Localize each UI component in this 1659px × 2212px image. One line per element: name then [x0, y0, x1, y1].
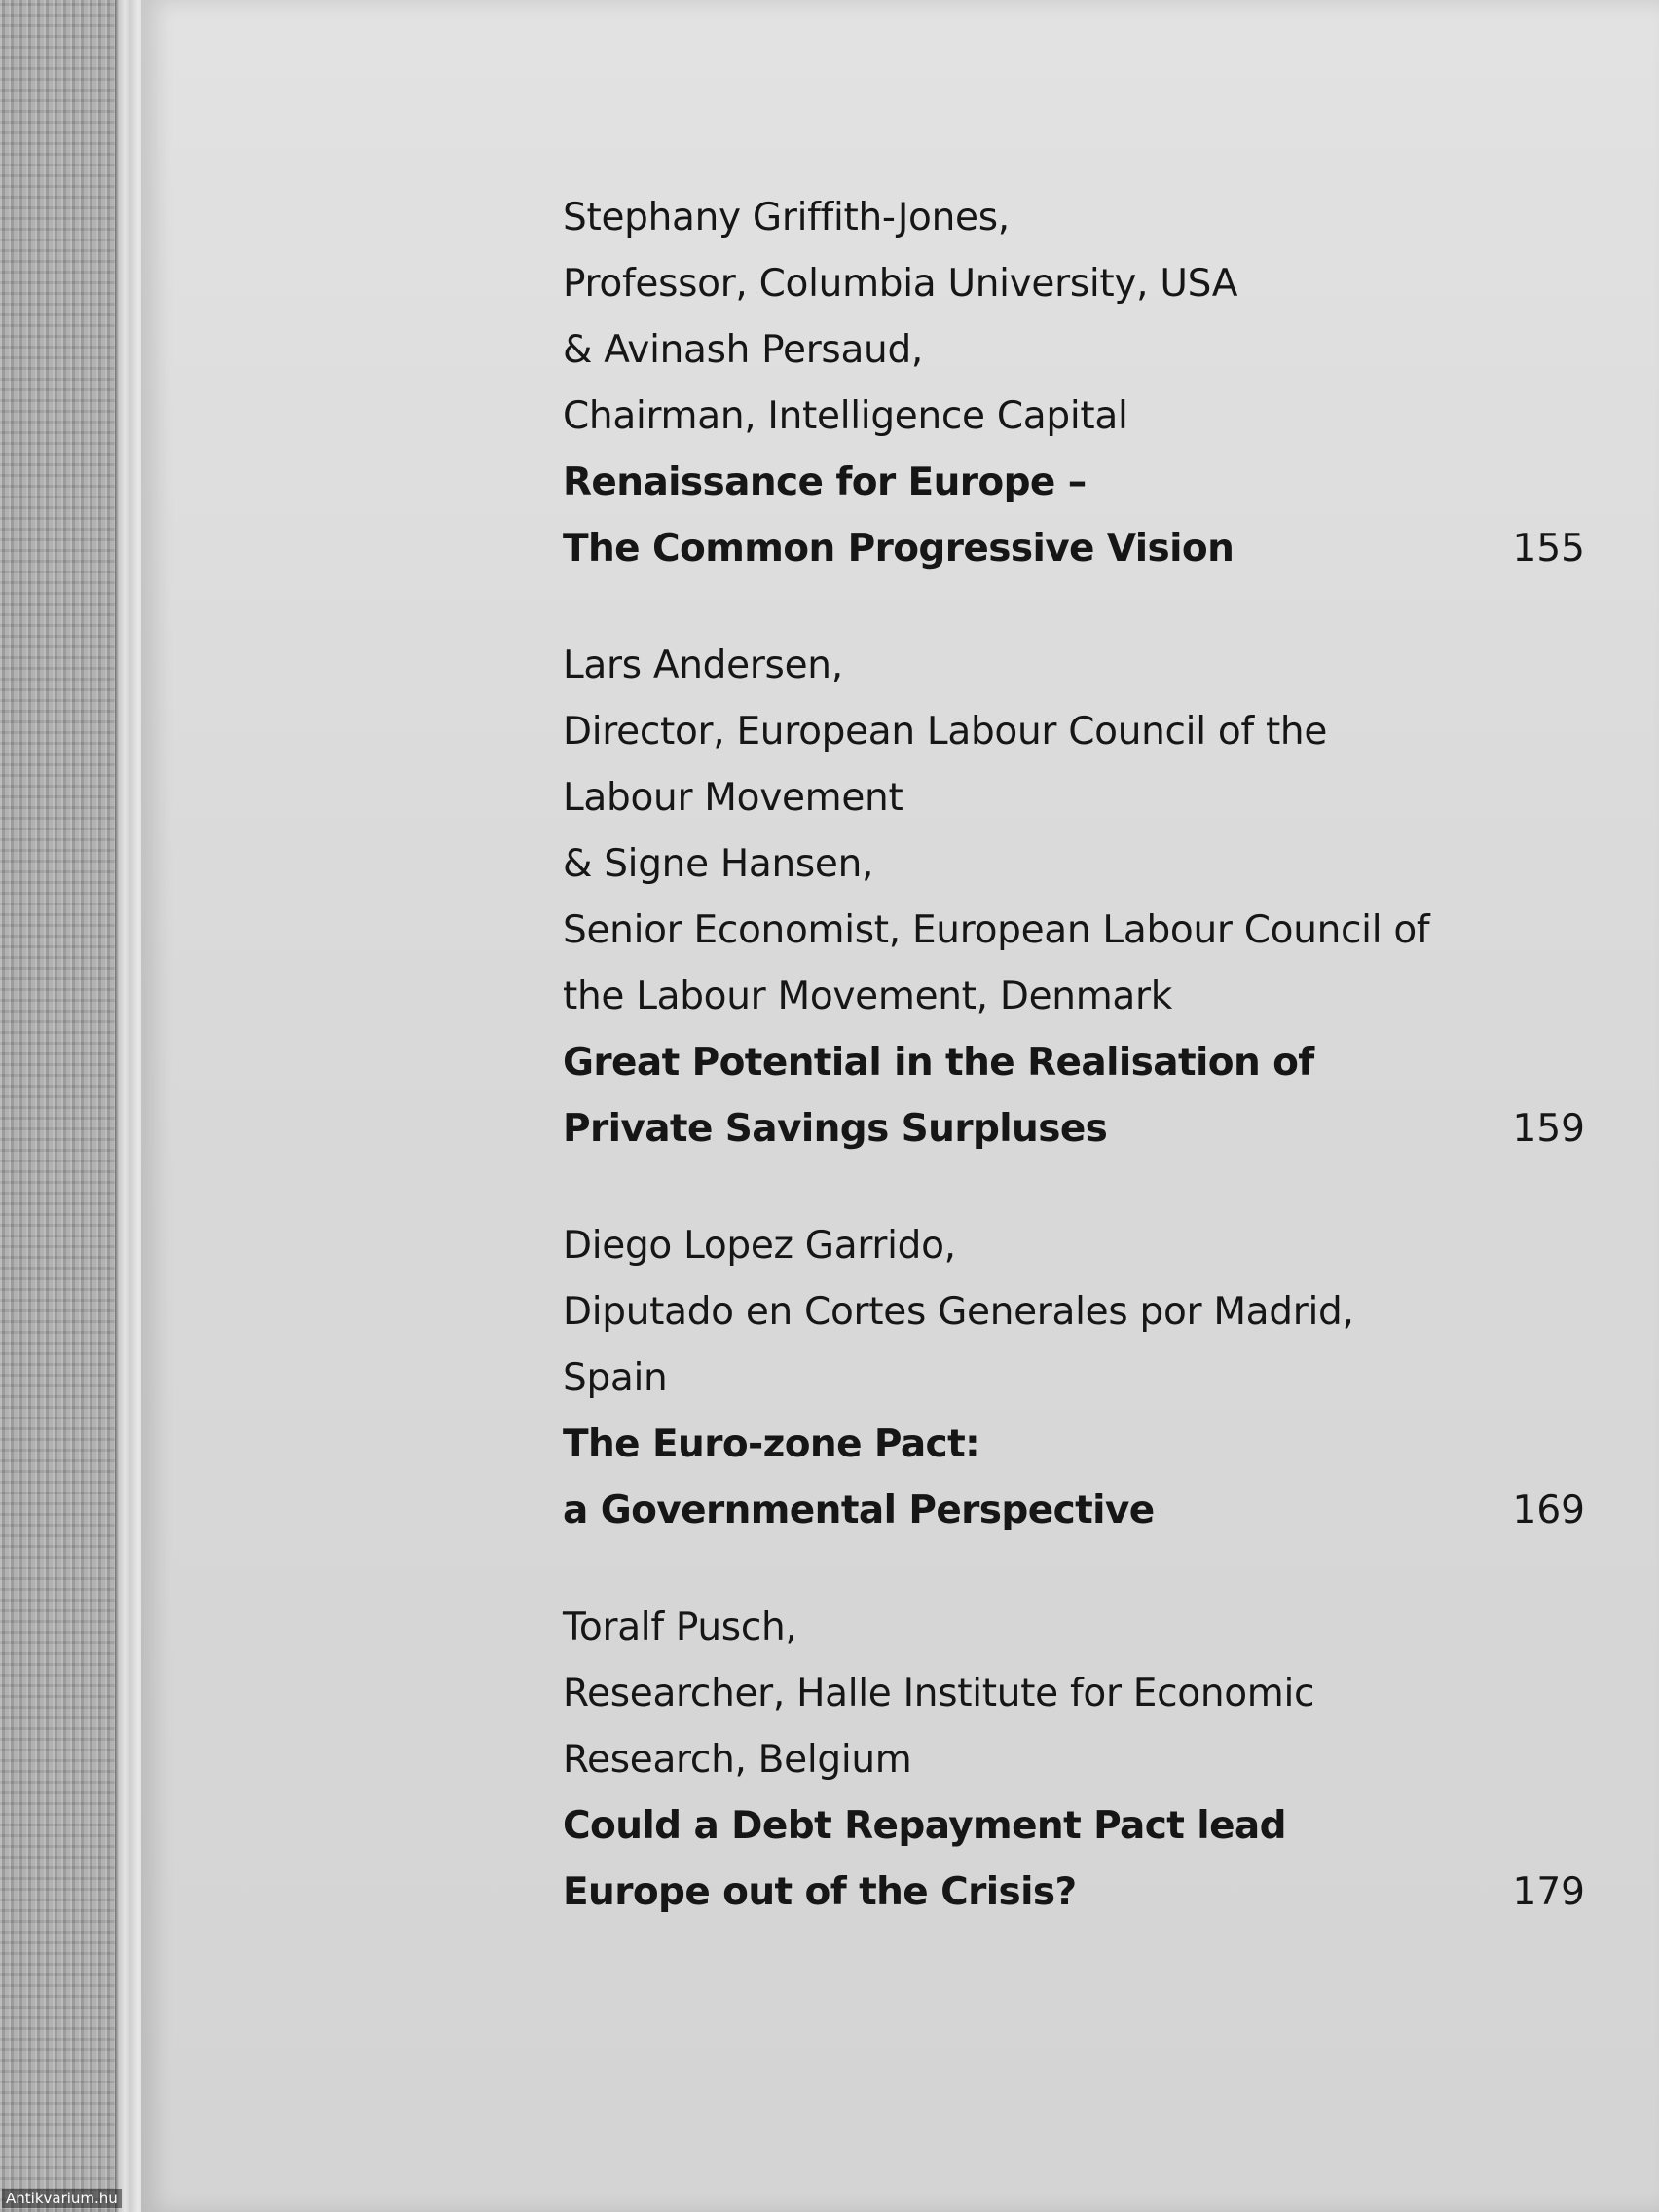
toc-entry [563, 1213, 1585, 1544]
table-of-contents [563, 185, 1585, 1976]
author-line: & Avinash Persaud, [563, 328, 924, 372]
author-line: Diego Lopez Garrido, [563, 1224, 956, 1268]
author-line: Research, Belgium [563, 1738, 912, 1782]
background-texture [0, 0, 125, 2212]
author-line: Spain [563, 1356, 668, 1400]
chapter-title: a Governmental Perspective [563, 1489, 1155, 1532]
chapter-title: The Euro-zone Pact: [563, 1422, 980, 1466]
author-line: the Labour Movement, Denmark [563, 975, 1173, 1018]
author-line: Chairman, Intelligence Capital [563, 394, 1128, 438]
author-line: Director, European Labour Council of the [563, 710, 1328, 754]
chapter-title: Private Savings Surpluses [563, 1107, 1108, 1151]
author-line: Diputado en Cortes Generales por Madrid, [563, 1290, 1354, 1334]
author-line: Senior Economist, European Labour Council of [563, 908, 1430, 952]
author-line: Professor, Columbia University, USA [563, 262, 1238, 306]
toc-entry [563, 1595, 1585, 1926]
author-line: & Signe Hansen, [563, 842, 874, 886]
toc-entry [563, 185, 1585, 582]
chapter-title: Great Potential in the Realisation of [563, 1041, 1314, 1085]
page-number: 155 [1512, 527, 1585, 571]
author-line: Toralf Pusch, [563, 1605, 797, 1649]
author-line: Researcher, Halle Institute for Economic [563, 1672, 1315, 1715]
chapter-title: The Common Progressive Vision [563, 527, 1235, 571]
toc-entry [563, 633, 1585, 1162]
author-line: Lars Andersen, [563, 644, 843, 687]
page-number: 179 [1512, 1870, 1585, 1914]
watermark-label: Antikvarium.hu [2, 2189, 122, 2208]
author-line: Labour Movement [563, 776, 903, 820]
page-number: 169 [1512, 1489, 1585, 1532]
page-stack-edge [115, 0, 144, 2212]
chapter-title: Renaissance for Europe – [563, 461, 1087, 504]
page-number: 159 [1512, 1107, 1585, 1151]
chapter-title: Could a Debt Repayment Pact lead [563, 1804, 1286, 1848]
chapter-title: Europe out of the Crisis? [563, 1870, 1077, 1914]
author-line: Stephany Griffith-Jones, [563, 196, 1010, 240]
